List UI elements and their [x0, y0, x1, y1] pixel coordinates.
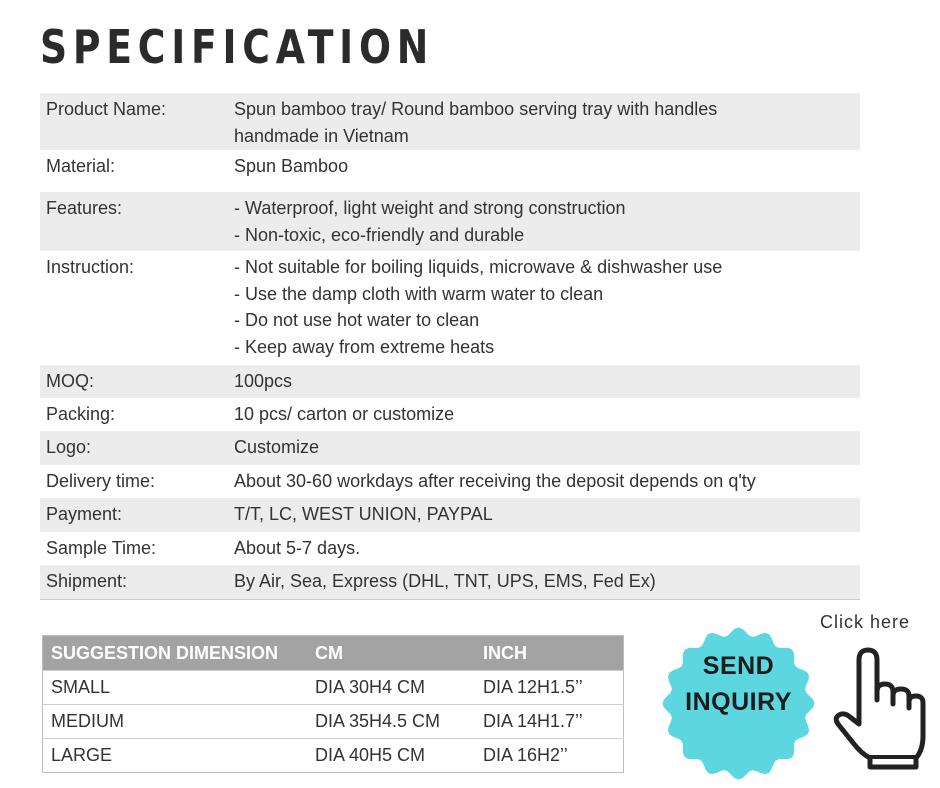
spec-value-line: Customize — [234, 437, 320, 457]
click-here-label[interactable]: Click here — [820, 612, 911, 632]
spec-value-line: - Use the damp cloth with warm water to clean — [234, 283, 604, 304]
inch-cell: DIA 12H1.5’’ — [475, 671, 624, 705]
spec-value-line: About 5-7 days. — [234, 538, 361, 558]
spec-value-line: - Waterproof, light weight and strong construction — [234, 198, 626, 218]
spec-row — [40, 465, 860, 498]
spec-row — [40, 431, 860, 465]
spec-label: MOQ: — [46, 371, 94, 391]
spec-value-line: 10 pcs/ carton or customize — [234, 404, 455, 424]
size-cell: MEDIUM — [43, 705, 308, 739]
send-inquiry-button[interactable] — [657, 648, 820, 720]
spec-value — [234, 431, 860, 465]
send-inquiry-line2[interactable]: INQUIRY — [685, 688, 792, 716]
spec-label: Shipment: — [46, 571, 128, 591]
spec-label: Logo: — [46, 437, 92, 457]
inch-cell: DIA 16H2’’ — [475, 739, 624, 773]
size-cell: SMALL — [43, 671, 308, 705]
spec-label: Delivery time: — [46, 471, 156, 491]
table-row — [43, 671, 624, 705]
size-cell: LARGE — [43, 739, 308, 773]
spec-row — [40, 365, 860, 398]
spec-value — [234, 532, 860, 565]
spec-value-line: T/T, LC, WEST UNION, PAYPAL — [234, 504, 493, 524]
cm-header: CM — [307, 636, 475, 671]
spec-value-line: - Keep away from extreme heats — [234, 336, 495, 357]
spec-value — [234, 465, 860, 498]
spec-label: Sample Time: — [46, 538, 157, 558]
spec-label: Instruction: — [46, 257, 135, 277]
spec-row — [40, 251, 860, 365]
dimension-table — [42, 635, 624, 773]
table-row — [43, 739, 624, 773]
spec-row — [40, 398, 860, 431]
spec-value-line: 100pcs — [234, 371, 293, 391]
send-inquiry-line1[interactable]: SEND — [702, 652, 775, 680]
spec-value-line: Spun bamboo tray/ Round bamboo serving tray with handles — [234, 99, 718, 119]
cm-cell: DIA 35H4.5 CM — [307, 705, 475, 739]
spec-label: Payment: — [46, 504, 123, 524]
spec-value — [234, 565, 860, 599]
spec-value-line: About 30-60 workdays after receiving the deposit depends on q'ty — [234, 471, 756, 491]
page-title: SPECIFICATION — [40, 20, 435, 74]
cm-cell: DIA 40H5 CM — [307, 739, 475, 773]
spec-value-line: Spun Bamboo — [234, 156, 349, 176]
spec-row — [40, 565, 860, 599]
spec-value — [234, 498, 860, 532]
spec-value — [234, 251, 860, 365]
spec-label: Product Name: — [46, 99, 167, 119]
spec-row — [40, 150, 860, 192]
spec-value — [234, 93, 860, 150]
spec-value — [234, 150, 860, 192]
hand-outline — [836, 650, 923, 767]
spec-value — [234, 365, 860, 398]
spec-value-line: - Non-toxic, eco-friendly and durable — [234, 224, 525, 245]
spec-label: Material: — [46, 156, 116, 176]
table-row — [43, 705, 624, 739]
specification-table — [40, 93, 860, 600]
spec-label: Packing: — [46, 404, 116, 424]
spec-value-line: - Not suitable for boiling liquids, microwave & dishwasher use — [234, 257, 723, 277]
pointing-hand-icon[interactable] — [832, 646, 928, 772]
spec-value — [234, 192, 860, 251]
cm-cell: DIA 30H4 CM — [307, 671, 475, 705]
spec-row — [40, 192, 860, 251]
spec-value-line: By Air, Sea, Express (DHL, TNT, UPS, EMS, Fed Ex) — [234, 571, 656, 591]
spec-row — [40, 498, 860, 532]
spec-value-line: handmade in Vietnam — [234, 125, 409, 146]
spec-value-line: - Do not use hot water to clean — [234, 310, 480, 330]
spec-label: Features: — [46, 198, 123, 218]
dimension-header-row — [43, 636, 624, 671]
inch-cell: DIA 14H1.7’’ — [475, 705, 624, 739]
spec-value — [234, 398, 860, 431]
spec-row — [40, 532, 860, 565]
inch-header: INCH — [475, 636, 624, 671]
dimension-header: SUGGESTION DIMENSION — [43, 636, 308, 671]
spec-row — [40, 93, 860, 150]
